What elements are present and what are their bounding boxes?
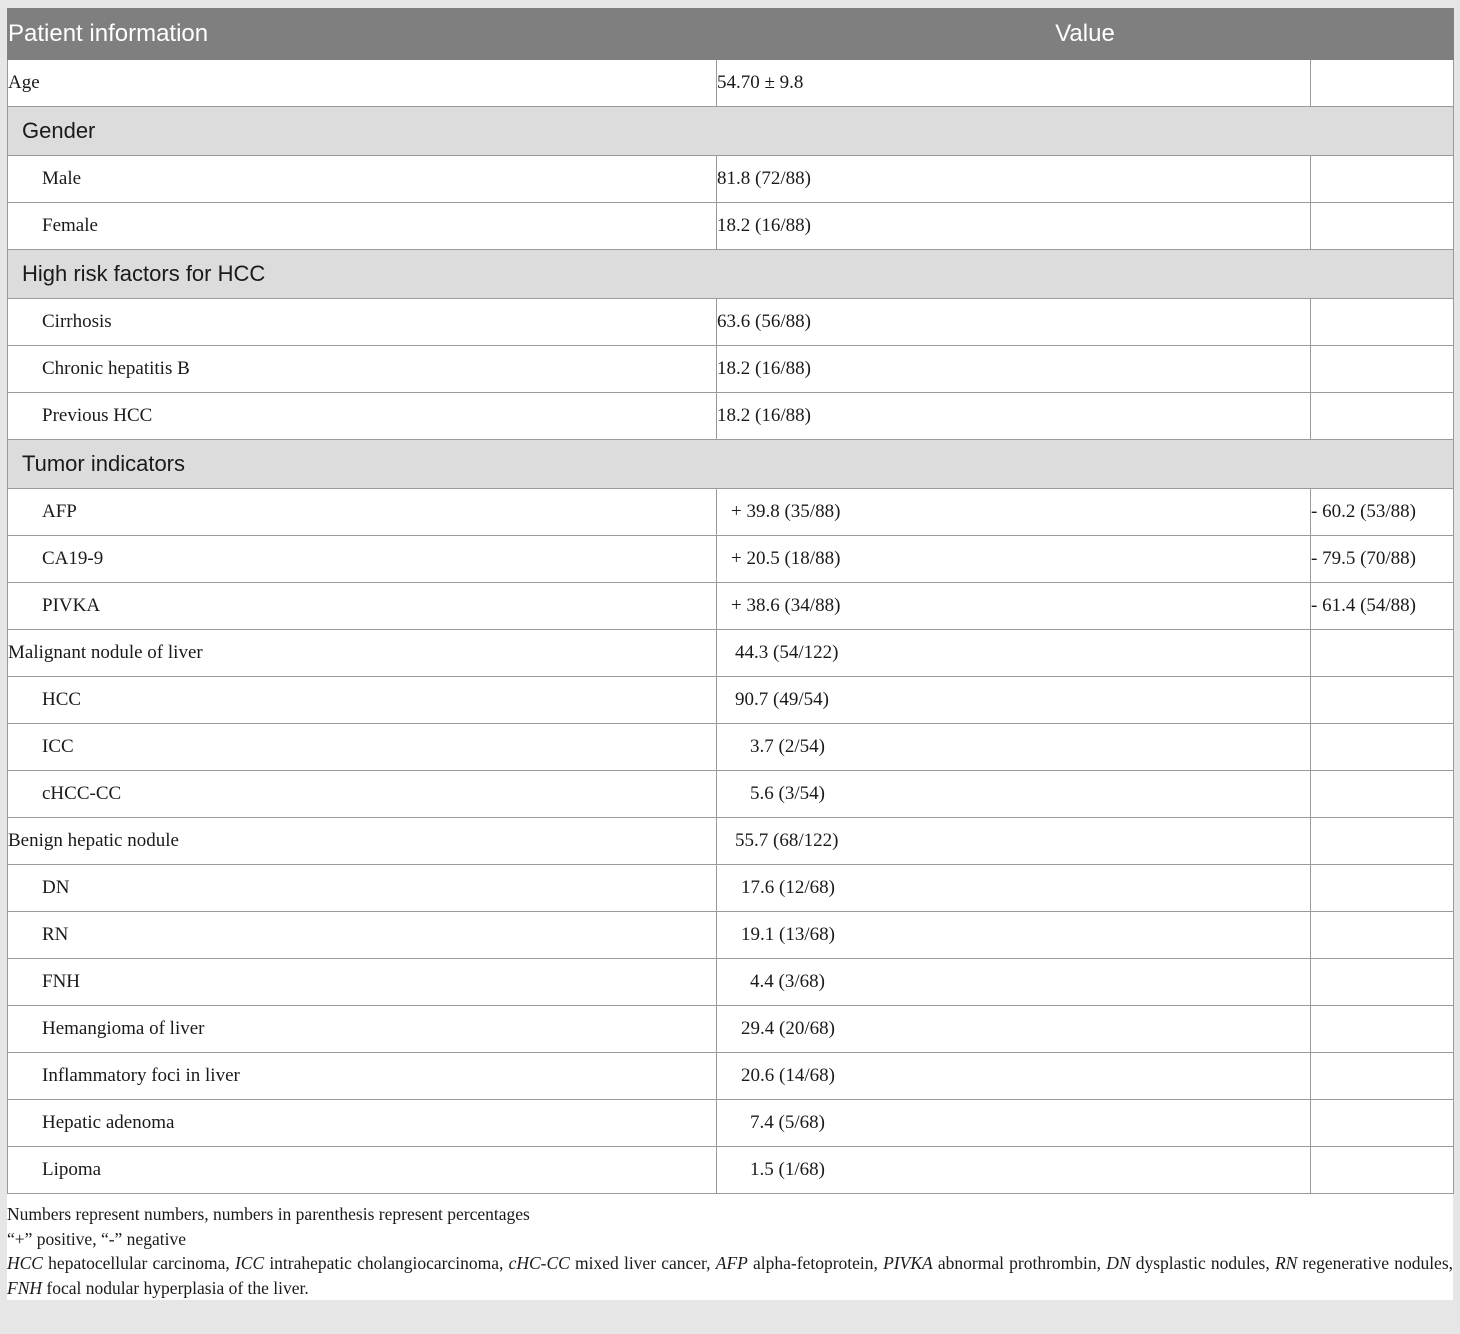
table-row [8,156,1454,203]
table-row [8,536,1454,583]
row-value: 19.1 (13/68) [717,912,1311,959]
section-tumor-indicators [8,440,1454,489]
abbrev-def: intrahepatic cholangiocarcinoma, [264,1253,509,1273]
row-empty-cell [1311,393,1454,440]
table-row-malignant [8,630,1454,677]
table-row [8,583,1454,630]
row-label: Chronic hepatitis B [8,346,717,393]
row-negative-value: - 79.5 (70/88) [1311,536,1454,583]
table-row [8,489,1454,536]
abbrev-term: ICC [234,1253,265,1273]
row-label: Previous HCC [8,393,717,440]
abbrev-def: hepatocellular carcinoma, [42,1253,235,1273]
table-row [8,1100,1454,1147]
row-label: DN [8,865,717,912]
patient-info-table [7,8,1454,1194]
row-value: 18.2 (16/88) [717,346,1311,393]
row-value: 55.7 (68/122) [717,818,1311,865]
row-empty-cell [1311,346,1454,393]
row-empty-cell [1311,203,1454,250]
abbrev-term: DN [1106,1253,1131,1273]
row-empty-cell [1311,724,1454,771]
row-label: Malignant nodule of liver [8,630,717,677]
footnote-line: “+” positive, “-” negative [7,1228,186,1249]
header-patient-information: Patient information [8,9,717,60]
row-value: 5.6 (3/54) [717,771,1311,818]
abbrev-term: RN [1274,1253,1298,1273]
row-label: CA19-9 [8,536,717,583]
table-row-age [8,60,1454,107]
table-header-row [8,9,1454,60]
row-label: cHCC-CC [8,771,717,818]
row-label: Hepatic adenoma [8,1100,717,1147]
row-positive-value: + 38.6 (34/88) [717,583,1311,630]
abbrev-def: dysplastic nodules, [1130,1253,1275,1273]
row-label: Cirrhosis [8,299,717,346]
abbrev-term: HCC [7,1253,43,1273]
footnote-abbreviations [7,1251,1453,1300]
row-empty-cell [1311,1006,1454,1053]
table-row [8,1006,1454,1053]
row-empty-cell [1311,60,1454,107]
row-empty-cell [1311,1053,1454,1100]
table-row-benign [8,818,1454,865]
row-label: HCC [8,677,717,724]
table-row [8,393,1454,440]
table-container [7,8,1453,1300]
row-value: 4.4 (3/68) [717,959,1311,1006]
table-row [8,1147,1454,1194]
row-value: 81.8 (72/88) [717,156,1311,203]
row-empty-cell [1311,299,1454,346]
footnote-line: Numbers represent numbers, numbers in parenthesis represent percentages [7,1204,530,1224]
abbrev-def: alpha-fetoprotein, [747,1253,884,1273]
abbrev-def: regenerative nodules, [1297,1253,1454,1273]
row-empty-cell [1311,630,1454,677]
abbrev-def: focal nodular hyperplasia of the liver. [42,1277,309,1298]
row-label: Lipoma [8,1147,717,1194]
section-risk-factors [8,250,1454,299]
row-empty-cell [1311,1147,1454,1194]
row-label: ICC [8,724,717,771]
table-row [8,1053,1454,1100]
row-empty-cell [1311,677,1454,724]
row-label: Hemangioma of liver [8,1006,717,1053]
table-row [8,912,1454,959]
section-title: Tumor indicators [8,440,1454,489]
row-label: Female [8,203,717,250]
row-label: RN [8,912,717,959]
row-empty-cell [1311,959,1454,1006]
row-empty-cell [1311,818,1454,865]
table-row [8,346,1454,393]
row-value: 20.6 (14/68) [717,1053,1311,1100]
row-value: 63.6 (56/88) [717,299,1311,346]
row-empty-cell [1311,865,1454,912]
row-value: 29.4 (20/68) [717,1006,1311,1053]
row-label: FNH [8,959,717,1006]
section-title: Gender [8,107,1454,156]
row-value: 18.2 (16/88) [717,203,1311,250]
row-negative-value: - 60.2 (53/88) [1311,489,1454,536]
row-label: Male [8,156,717,203]
row-positive-value: + 20.5 (18/88) [717,536,1311,583]
row-label: Benign hepatic nodule [8,818,717,865]
abbrev-term: cHC-CC [508,1253,570,1273]
row-label: Inflammatory foci in liver [8,1053,717,1100]
row-value: 7.4 (5/68) [717,1100,1311,1147]
row-label: PIVKA [8,583,717,630]
row-label: AFP [8,489,717,536]
table-row [8,677,1454,724]
table-row [8,724,1454,771]
abbrev-def: abnormal prothrombin, [932,1253,1107,1273]
row-value: 90.7 (49/54) [717,677,1311,724]
row-value: 18.2 (16/88) [717,393,1311,440]
row-label: Age [8,60,717,107]
row-empty-cell [1311,912,1454,959]
row-empty-cell [1311,1100,1454,1147]
table-row [8,771,1454,818]
row-negative-value: - 61.4 (54/88) [1311,583,1454,630]
header-value: Value [717,9,1454,60]
row-positive-value: + 39.8 (35/88) [717,489,1311,536]
row-empty-cell [1311,156,1454,203]
table-row [8,203,1454,250]
abbrev-def: mixed liver cancer, [569,1253,716,1273]
abbrev-term: PIVKA [883,1253,933,1273]
table-footnotes [7,1194,1453,1300]
row-value: 17.6 (12/68) [717,865,1311,912]
row-value: 3.7 (2/54) [717,724,1311,771]
section-title: High risk factors for HCC [8,250,1454,299]
section-gender [8,107,1454,156]
abbrev-term: AFP [715,1253,748,1273]
table-row [8,959,1454,1006]
row-value: 1.5 (1/68) [717,1147,1311,1194]
table-row [8,299,1454,346]
row-empty-cell [1311,771,1454,818]
table-row [8,865,1454,912]
row-value: 44.3 (54/122) [717,630,1311,677]
row-value: 54.70 ± 9.8 [717,60,1311,107]
abbrev-term: FNH [7,1277,42,1298]
